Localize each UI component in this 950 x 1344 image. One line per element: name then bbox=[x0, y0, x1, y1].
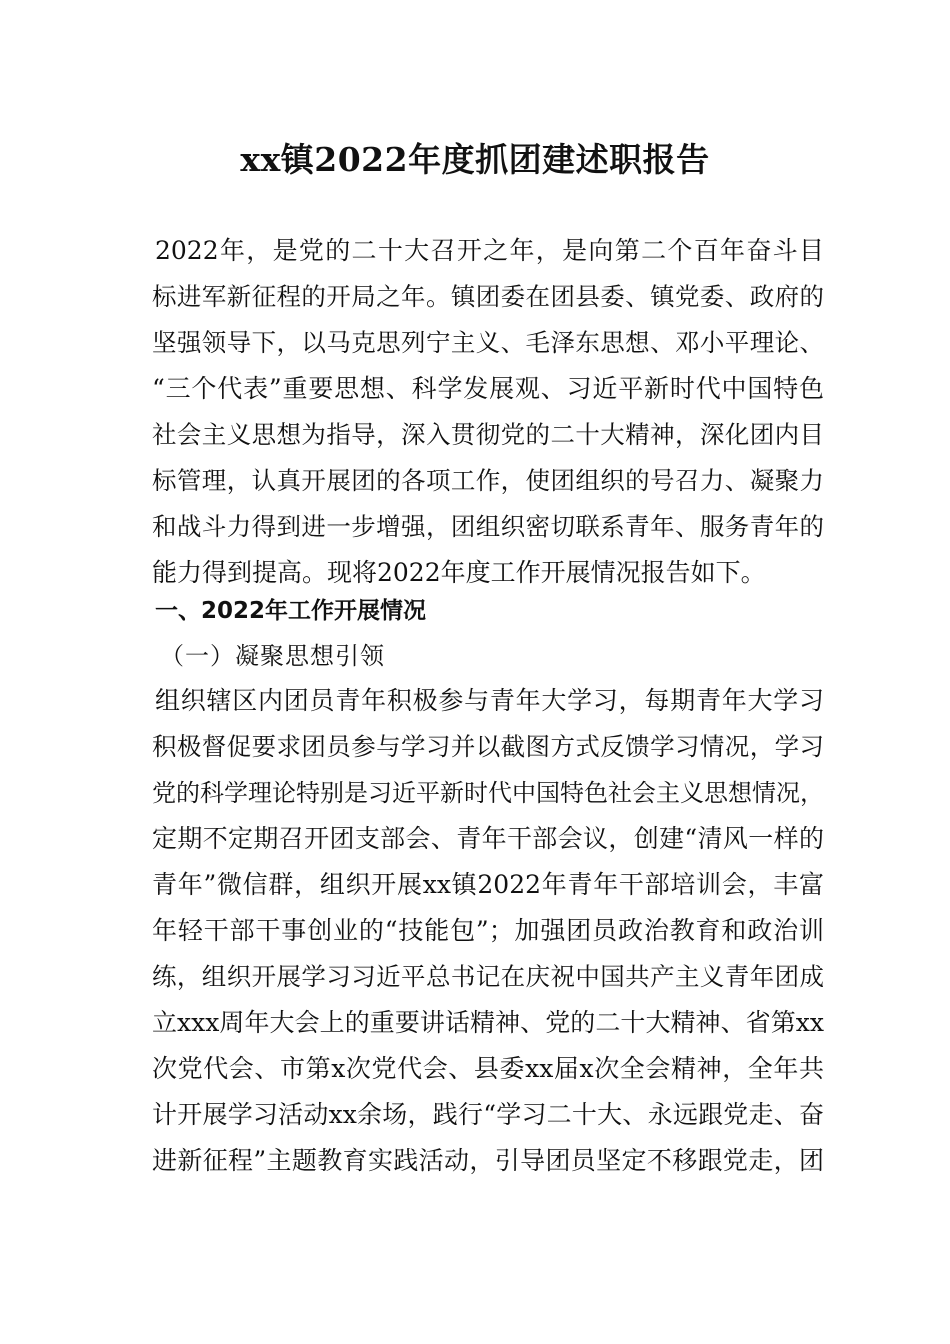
paragraph-line: 立xxx周年大会上的重要讲话精神、党的二十大精神、省第xx bbox=[152, 1008, 824, 1037]
document-title: xx镇2022年度抓团建述职报告 bbox=[240, 140, 710, 179]
paragraph-line: 社会主义思想为指导，深入贯彻党的二十大精神，深化团内目 bbox=[152, 420, 824, 449]
paragraph-line: 积极督促要求团员参与学习并以截图方式反馈学习情况，学习 bbox=[152, 732, 824, 761]
paragraph-line: 标进军新征程的开局之年。镇团委在团县委、镇党委、政府的 bbox=[152, 282, 824, 311]
paragraph-line: 2022年，是党的二十大召开之年，是向第二个百年奋斗目 bbox=[155, 236, 824, 265]
paragraph-line: 党的科学理论特别是习近平新时代中国特色社会主义思想情况， bbox=[152, 779, 824, 807]
paragraph-line: 和战斗力得到进一步增强，团组织密切联系青年、服务青年的 bbox=[152, 512, 824, 541]
paragraph-line: 次党代会、市第x次党代会、县委xx届x次全会精神，全年共 bbox=[152, 1054, 824, 1083]
paragraph-line: 年轻干部干事创业的“技能包”；加强团员政治教育和政治训 bbox=[152, 916, 824, 945]
paragraph-line: 定期不定期召开团支部会、青年干部会议，创建“清风一样的 bbox=[152, 824, 824, 853]
paragraph-line: “三个代表”重要思想、科学发展观、习近平新时代中国特色 bbox=[152, 374, 824, 403]
paragraph-line: 坚强领导下，以马克思列宁主义、毛泽东思想、邓小平理论、 bbox=[152, 328, 824, 357]
paragraph-line: 练，组织开展学习习近平总书记在庆祝中国共产主义青年团成 bbox=[152, 962, 824, 991]
section-heading: 一、2022年工作开展情况 bbox=[155, 598, 427, 624]
paragraph-line: 计开展学习活动xx余场，践行“学习二十大、永远跟党走、奋 bbox=[152, 1100, 824, 1129]
paragraph-line: 进新征程”主题教育实践活动，引导团员坚定不移跟党走，团 bbox=[152, 1146, 824, 1175]
subsection-heading: （一）凝聚思想引领 bbox=[160, 642, 385, 670]
paragraph-line: 能力得到提高。现将2022年度工作开展情况报告如下。 bbox=[152, 558, 766, 587]
paragraph-line: 标管理，认真开展团的各项工作，使团组织的号召力、凝聚力 bbox=[152, 466, 824, 495]
paragraph-line: 组织辖区内团员青年积极参与青年大学习，每期青年大学习 bbox=[155, 686, 824, 715]
paragraph-line: 青年”微信群，组织开展xx镇2022年青年干部培训会，丰富 bbox=[152, 870, 824, 899]
